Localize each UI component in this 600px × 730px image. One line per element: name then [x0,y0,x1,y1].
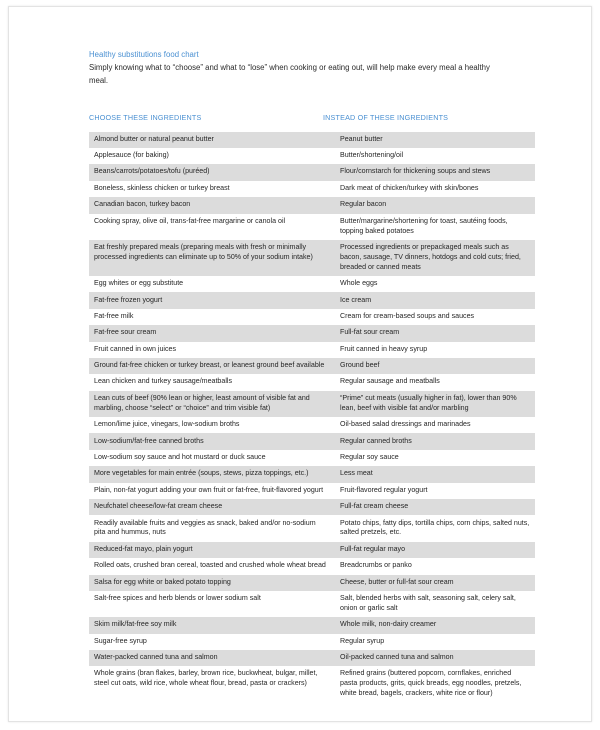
cell-instead: Regular canned broths [333,433,535,449]
table-body [89,132,535,703]
cell-instead: Full-fat regular mayo [333,542,535,558]
table-row [89,342,535,358]
cell-instead: Whole milk, non-dairy creamer [333,617,535,633]
table-row [89,575,535,591]
cell-choose: Reduced-fat mayo, plain yogurt [89,542,333,558]
cell-instead: Regular soy sauce [333,450,535,466]
cell-choose: Boneless, skinless chicken or turkey breast [89,181,333,197]
cell-choose: Lemon/lime juice, vinegars, low-sodium broths [89,417,333,433]
table-row [89,292,535,308]
cell-choose: Low-sodium soy sauce and hot mustard or duck sauce [89,450,333,466]
table-row [89,276,535,292]
cell-choose: Applesauce (for baking) [89,148,333,164]
table-row [89,558,535,574]
cell-instead: Flour/cornstarch for thickening soups and stews [333,164,535,180]
cell-choose: Fruit canned in own juices [89,342,333,358]
table-row [89,132,535,148]
cell-choose: Egg whites or egg substitute [89,276,333,292]
table-row [89,542,535,558]
table-row [89,466,535,482]
document-sheet [8,6,592,722]
cell-instead: Fruit canned in heavy syrup [333,342,535,358]
table-row [89,483,535,499]
cell-instead: Dark meat of chicken/turkey with skin/bones [333,181,535,197]
intro-paragraph: Simply knowing what to “choose” and what to “lose” when cooking or eating out, will help make every meal a healthy meal. [89,63,490,85]
cell-instead: Oil-packed canned tuna and salmon [333,650,535,666]
cell-instead: Breadcrumbs or panko [333,558,535,574]
cell-instead: Cream for cream-based soups and sauces [333,309,535,325]
table-row [89,148,535,164]
cell-instead: Ice cream [333,292,535,308]
cell-choose: Sugar-free syrup [89,634,333,650]
table-row [89,197,535,213]
substitutions-table [89,132,535,703]
cell-instead: Potato chips, fatty dips, tortilla chips, corn chips, salted nuts, salted pretzels, etc. [333,515,535,541]
cell-instead: Processed ingredients or prepackaged meals such as bacon, sausage, TV dinners, hotdogs and cold cuts; fried, breaded or canned meats [333,240,535,276]
cell-choose: Cooking spray, olive oil, trans-fat-free margarine or canola oil [89,214,333,240]
table-row [89,309,535,325]
column-header-choose: CHOOSE THESE INGREDIENTS [89,112,202,122]
table-row [89,634,535,650]
cell-instead: Salt, blended herbs with salt, seasoning salt, celery salt, onion or garlic salt [333,591,535,617]
cell-choose: Skim milk/fat-free soy milk [89,617,333,633]
cell-instead: Less meat [333,466,535,482]
table-row [89,591,535,617]
table-row [89,650,535,666]
cell-instead: Oil-based salad dressings and marinades [333,417,535,433]
table-row [89,617,535,633]
cell-choose: Fat-free milk [89,309,333,325]
table-row [89,214,535,240]
cell-choose: Low-sodium/fat-free canned broths [89,433,333,449]
column-headers [89,113,513,123]
cell-choose: Whole grains (bran flakes, barley, brown rice, buckwheat, bulgar, millet, steel cut oats, wild rice, whole wheat flour, bread, pasta or crackers) [89,666,333,702]
cell-choose: Plain, non-fat yogurt adding your own fruit or fat-free, fruit-flavored yogurt [89,483,333,499]
cell-instead: Butter/shortening/oil [333,148,535,164]
cell-choose: Neufchatel cheese/low-fat cream cheese [89,499,333,515]
cell-choose: More vegetables for main entrée (soups, stews, pizza toppings, etc.) [89,466,333,482]
cell-instead: Whole eggs [333,276,535,292]
cell-choose: Salt-free spices and herb blends or lower sodium salt [89,591,333,617]
table-row [89,499,535,515]
table-row [89,358,535,374]
cell-choose: Fat-free frozen yogurt [89,292,333,308]
cell-choose: Beans/carrots/potatoes/tofu (puréed) [89,164,333,180]
table-row [89,450,535,466]
cell-choose: Lean chicken and turkey sausage/meatballs [89,374,333,390]
cell-instead: Refined grains (buttered popcorn, cornflakes, enriched pasta products, grits, quick breads, egg noodles, pretzels, white bread, bagels, crackers, white rice or flour) [333,666,535,702]
cell-choose: Lean cuts of beef (90% lean or higher, least amount of visible fat and marbling, choose “select” or “choice” and trim visible fat) [89,391,333,417]
table-row [89,164,535,180]
cell-choose: Ground fat-free chicken or turkey breast, or leanest ground beef available [89,358,333,374]
cell-choose: Water-packed canned tuna and salmon [89,650,333,666]
table-row [89,417,535,433]
table-row [89,181,535,197]
table-row [89,515,535,541]
cell-choose: Almond butter or natural peanut butter [89,132,333,148]
table-row [89,240,535,276]
cell-instead: Full-fat cream cheese [333,499,535,515]
cell-instead: Full-fat sour cream [333,325,535,341]
cell-choose: Canadian bacon, turkey bacon [89,197,333,213]
table-row [89,666,535,702]
cell-instead: Butter/margarine/shortening for toast, sautéing foods, topping baked potatoes [333,214,535,240]
column-header-instead: INSTEAD OF THESE INGREDIENTS [323,112,449,122]
cell-instead: Regular bacon [333,197,535,213]
page-title: Healthy substitutions food chart [89,50,199,59]
cell-instead: Peanut butter [333,132,535,148]
document-content [89,49,530,703]
cell-instead: Fruit-flavored regular yogurt [333,483,535,499]
cell-instead: Ground beef [333,358,535,374]
cell-choose: Rolled oats, crushed bran cereal, toasted and crushed whole wheat bread [89,558,333,574]
cell-choose: Readily available fruits and veggies as snack, baked and/or no-sodium pita and hummus, nuts [89,515,333,541]
table-row [89,325,535,341]
cell-choose: Salsa for egg white or baked potato topping [89,575,333,591]
cell-instead: Cheese, butter or full-fat sour cream [333,575,535,591]
table-row [89,433,535,449]
cell-instead: “Prime” cut meats (usually higher in fat), lower than 90% lean, beef with visible fat and/or marbling [333,391,535,417]
cell-instead: Regular syrup [333,634,535,650]
cell-instead: Regular sausage and meatballs [333,374,535,390]
table-row [89,391,535,417]
table-row [89,374,535,390]
cell-choose: Fat-free sour cream [89,325,333,341]
cell-choose: Eat freshly prepared meals (preparing meals with fresh or minimally processed ingredients can eliminate up to 50% of your sodium intake) [89,240,333,276]
